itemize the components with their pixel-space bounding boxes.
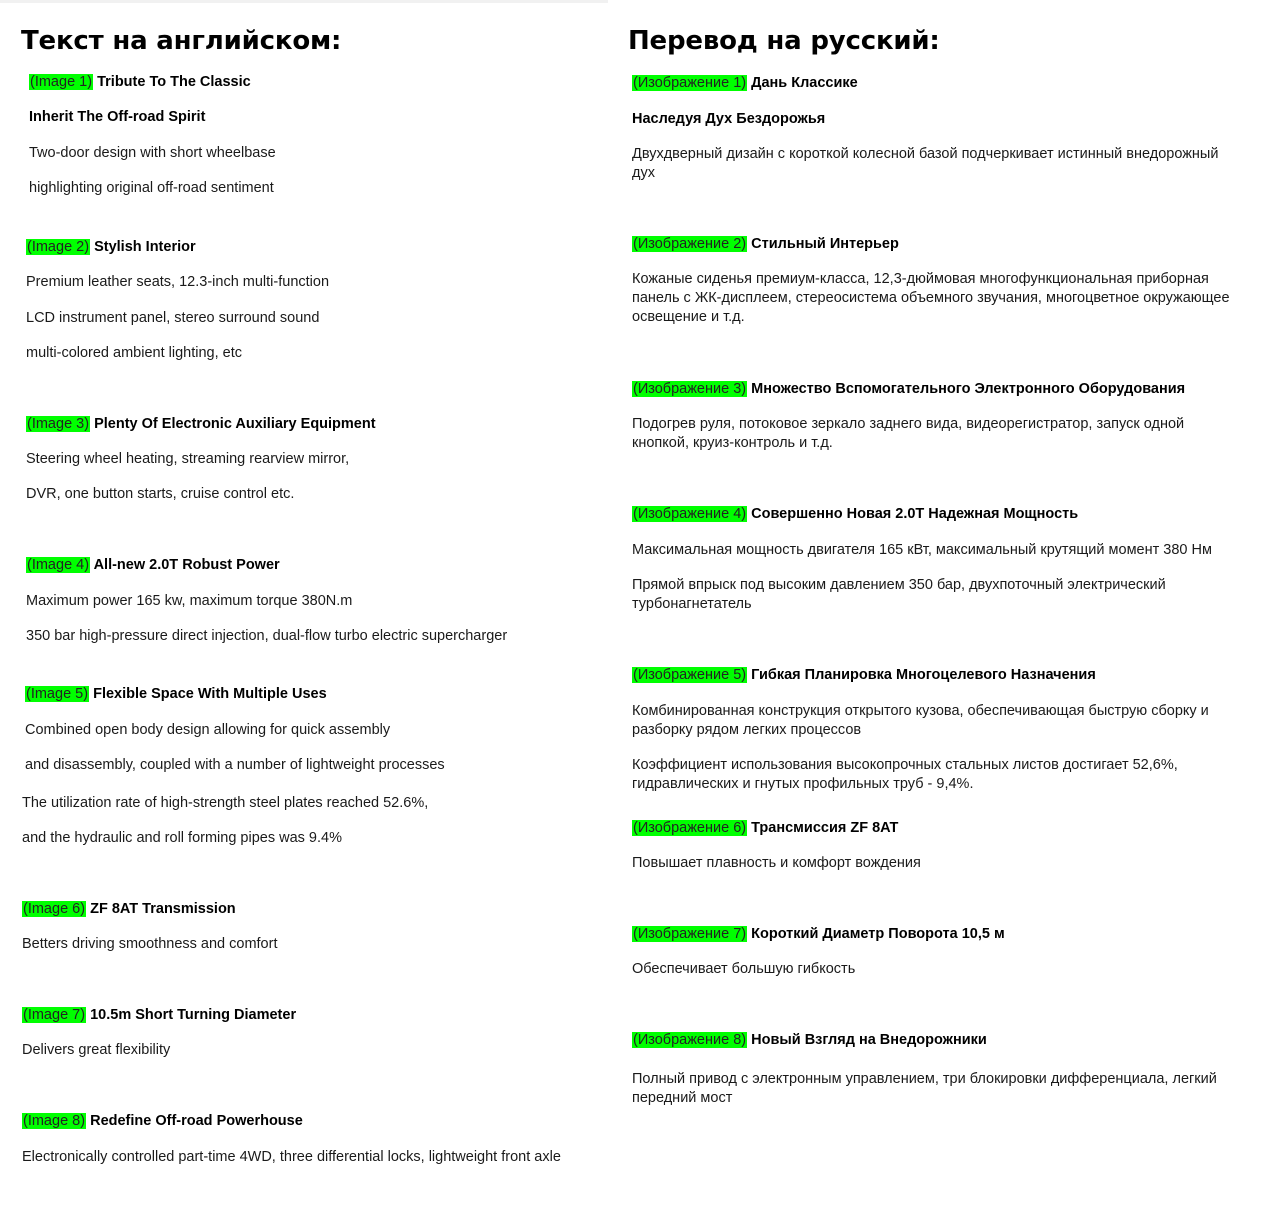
ru-section-8-heading: (Изображение 8) Новый Взгляд на Внедорожники xyxy=(633,1032,987,1048)
ru-section-1-line: Двухдверный дизайн с короткой колесной базой подчеркивает истинный внедорожный дух xyxy=(632,146,1219,181)
ru-section-7-line: Обеспечивает большую гибкость xyxy=(632,961,856,977)
image-tag: (Изображение 8) xyxy=(633,1032,747,1048)
image-tag: (Image 3) xyxy=(27,416,90,432)
en-section-8-line: Electronically controlled part-time 4WD, three differential locks, lightweight front axle xyxy=(22,1149,561,1165)
en-section-5-line: and disassembly, coupled with a number of lightweight processes xyxy=(25,757,445,773)
en-section-6-heading: (Image 6) ZF 8AT Transmission xyxy=(23,901,236,917)
ru-section-2-line: Кожаные сиденья премиум-класса, 12,3-дюймовая многофункциональная приборная панель с ЖК-дисплеем, стереосистема объемного звучания, многоцветное окружающее освещение и т.д. xyxy=(632,271,1230,325)
image-tag: (Image 1) xyxy=(30,74,93,90)
ru-section-4-line: Прямой впрыск под высоким давлением 350 бар, двухпоточный электрический турбонагнетатель xyxy=(632,577,1166,612)
en-section-1-line: highlighting original off-road sentiment xyxy=(29,180,274,196)
ru-section-3-line: Подогрев руля, потоковое зеркало заднего вида, видеорегистратор, запуск одной кнопкой, круиз-контроль и т.д. xyxy=(632,416,1185,451)
ru-section-4-line: Максимальная мощность двигателя 165 кВт, максимальный крутящий момент 380 Нм xyxy=(632,542,1212,558)
image-tag: (Изображение 5) xyxy=(633,667,747,683)
en-section-5-line: Combined open body design allowing for quick assembly xyxy=(25,722,391,738)
image-tag: (Image 2) xyxy=(27,239,90,255)
image-tag: (Изображение 2) xyxy=(633,236,747,252)
image-tag: (Image 4) xyxy=(27,557,90,573)
ru-section-3-heading: (Изображение 3) Множество Вспомогательного Электронного Оборудования xyxy=(633,381,1186,397)
image-tag: (Изображение 4) xyxy=(633,506,747,522)
russian-column-title: Перевод на русский: xyxy=(628,26,940,56)
top-divider xyxy=(0,0,608,3)
ru-section-2-heading: (Изображение 2) Стильный Интерьер xyxy=(633,236,899,252)
ru-section-5-heading: (Изображение 5) Гибкая Планировка Многоцелевого Назначения xyxy=(633,667,1096,683)
en-section-7-heading: (Image 7) 10.5m Short Turning Diameter xyxy=(23,1007,297,1023)
ru-section-4-heading: (Изображение 4) Совершенно Новая 2.0T Надежная Мощность xyxy=(633,506,1079,522)
en-section-2-line: multi-colored ambient lighting, etc xyxy=(26,345,242,361)
image-tag: (Image 8) xyxy=(23,1113,86,1129)
image-tag: (Изображение 7) xyxy=(633,926,747,942)
en-section-5-heading: (Image 5) Flexible Space With Multiple Uses xyxy=(26,686,327,702)
en-section-2-heading: (Image 2) Stylish Interior xyxy=(27,239,196,255)
en-section-5-line: The utilization rate of high-strength steel plates reached 52.6%, xyxy=(22,795,429,811)
image-tag: (Изображение 6) xyxy=(633,820,747,836)
en-section-6-line: Betters driving smoothness and comfort xyxy=(22,936,278,952)
ru-section-6-heading: (Изображение 6) Трансмиссия ZF 8AT xyxy=(633,820,899,836)
en-section-7-line: Delivers great flexibility xyxy=(22,1042,171,1058)
en-section-1-heading: (Image 1) Tribute To The Classic xyxy=(30,74,251,90)
english-column-title: Текст на английском: xyxy=(21,26,342,56)
en-section-5-line: and the hydraulic and roll forming pipes was 9.4% xyxy=(22,830,342,846)
image-tag: (Image 6) xyxy=(23,901,86,917)
ru-section-5-line: Коэффициент использования высокопрочных стальных листов достигает 52,6%, гидравлических и гнутых профильных труб - 9,4%. xyxy=(632,757,1178,792)
ru-section-1-line: Наследуя Дух Бездорожья xyxy=(632,111,826,127)
image-tag: (Изображение 1) xyxy=(633,75,747,91)
image-tag: (Image 5) xyxy=(26,686,89,702)
en-section-3-line: DVR, one button starts, cruise control etc. xyxy=(26,486,295,502)
en-section-4-line: 350 bar high-pressure direct injection, dual-flow turbo electric supercharger xyxy=(26,628,508,644)
en-section-2-line: Premium leather seats, 12.3-inch multi-function xyxy=(26,274,330,290)
en-section-3-heading: (Image 3) Plenty Of Electronic Auxiliary Equipment xyxy=(27,416,376,432)
image-tag: (Изображение 3) xyxy=(633,381,747,397)
ru-section-6-line: Повышает плавность и комфорт вождения xyxy=(632,855,921,871)
en-section-4-heading: (Image 4) All-new 2.0T Robust Power xyxy=(27,557,280,573)
ru-section-5-line: Комбинированная конструкция открытого кузова, обеспечивающая быструю сборку и разборку рядом легких процессов xyxy=(632,703,1209,738)
ru-section-8-line: Полный привод с электронным управлением, три блокировки дифференциала, легкий передний мост xyxy=(632,1071,1217,1106)
en-section-3-line: Steering wheel heating, streaming rearview mirror, xyxy=(26,451,350,467)
image-tag: (Image 7) xyxy=(23,1007,86,1023)
en-section-4-line: Maximum power 165 kw, maximum torque 380N.m xyxy=(26,593,353,609)
ru-section-7-heading: (Изображение 7) Короткий Диаметр Поворота 10,5 м xyxy=(633,926,1005,942)
ru-section-1-heading: (Изображение 1) Дань Классике xyxy=(633,75,858,91)
en-section-1-line: Two-door design with short wheelbase xyxy=(29,145,276,161)
en-section-2-line: LCD instrument panel, stereo surround sound xyxy=(26,310,320,326)
en-section-8-heading: (Image 8) Redefine Off-road Powerhouse xyxy=(23,1113,303,1129)
en-section-1-line: Inherit The Off-road Spirit xyxy=(29,109,206,125)
